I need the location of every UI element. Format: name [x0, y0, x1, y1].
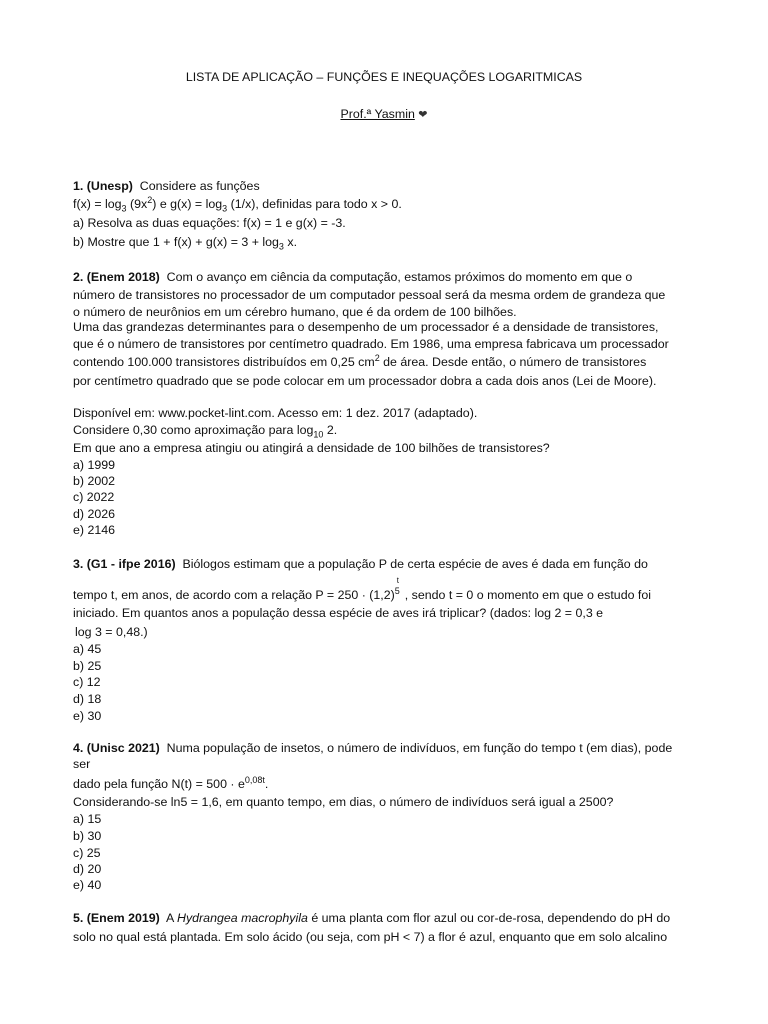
question-2-header: 2. (Enem 2018) Com o avanço em ciência da computação, estamos próximos do momento em que o: [73, 270, 633, 284]
question-5-line: solo no qual está plantada. Em solo ácido (ou seja, com pH < 7) a flor é azul, enquanto que em solo alcalino: [73, 930, 668, 944]
question-number: 4. (Unisc 2021): [73, 741, 160, 755]
option-c: c) 12: [73, 675, 101, 689]
question-2-prompt: Em que ano a empresa atingiu ou atingirá a densidade de 100 bilhões de transistores?: [73, 441, 550, 455]
question-3-line: log 3 = 0,48.): [75, 625, 148, 639]
question-3-line: iniciado. Em quantos anos a população dessa espécie de aves irá triplicar? (dados: log 2 = 0,3 e: [73, 606, 604, 620]
option-a: a) 1999: [73, 458, 116, 472]
option-e: e) 2146: [73, 523, 116, 537]
option-c: c) 2022: [73, 490, 115, 504]
option-b: b) 25: [73, 659, 102, 673]
question-4-line: ser: [73, 757, 91, 771]
question-4-header: 4. (Unisc 2021) Numa população de insetos, o número de indivíduos, em função do tempo t (em dias), pode: [73, 741, 673, 755]
question-2-text-line: Uma das grandezas determinantes para o desempenho de um processador é a densidade de transistores,: [73, 320, 659, 334]
question-2-text-line: por centímetro quadrado que se pode colocar em um processador dobra a cada dois anos (Lei de Moore).: [73, 374, 657, 388]
question-number: 1. (Unesp): [73, 179, 133, 193]
question-intro: Considere as funções: [139, 179, 260, 193]
question-4-line: Considerando-se ln5 = 1,6, em quanto tempo, em dias, o número de indivíduos será igual a 2500?: [73, 795, 614, 809]
question-number: 3. (G1 - ifpe 2016): [73, 557, 176, 571]
author-name: Prof.ª Yasmin: [340, 107, 415, 121]
question-2-text-line: o número de neurônios em um cérebro humano, que é da ordem de 100 bilhões.: [73, 305, 517, 319]
question-1-definition: $f(x) = \log_3 (9x^2)$ e $g(x) = \log_3 (1/x)$, definidas para todo x > 0.: [73, 194, 402, 214]
option-b: b) 30: [73, 829, 102, 843]
exponent-fraction: t $^5$: [394, 576, 400, 596]
question-1-header: [73, 179, 260, 194]
author-line: [0, 107, 768, 122]
option-e: e) 40: [73, 878, 102, 892]
question-4-line: dado pela função $N(t) = 500 \cdot e^{0,08t}$.: [73, 774, 269, 791]
question-2-text-line: contendo 100.000 transistores distribuídos em 0,25 $cm^2$ de área. Desde então, o número de transistores: [73, 352, 647, 369]
option-c: c) 25: [73, 846, 101, 860]
question-number: 2. (Enem 2018): [73, 270, 160, 284]
question-3-header: 3. (G1 - ifpe 2016) Biólogos estimam que a população P de certa espécie de aves é dada em função do: [73, 557, 648, 571]
question-5-header: 5. (Enem 2019) A Hydrangea macrophyila é uma planta com flor azul ou cor-de-rosa, dependendo do pH do: [73, 911, 671, 925]
question-2-consider: Considere 0,30 como aproximação para $\log_{10} 2$.: [73, 423, 338, 440]
option-d: d) 18: [73, 692, 102, 706]
option-d: d) 2026: [73, 507, 116, 521]
question-1-item-b: b) Mostre que $1 + f(x) + g(x) = 3 + \log_3 x$.: [73, 235, 298, 252]
question-1-item-a: a) Resolva as duas equações: f(x) = 1 e g(x) = -3.: [73, 216, 346, 230]
heart-icon: ❤: [418, 109, 428, 121]
option-d: d) 20: [73, 862, 102, 876]
option-a: a) 45: [73, 642, 102, 656]
question-2-text-line: número de transistores no processador de um computador pessoal será da mesma ordem de grandeza que: [73, 288, 666, 302]
question-2-source: Disponível em: www.pocket-lint.com. Acesso em: 1 dez. 2017 (adaptado).: [73, 406, 478, 420]
question-2-text-line: que é o número de transistores por centímetro quadrado. Em 1986, uma empresa fabricava um processador: [73, 337, 669, 351]
question-3-line: tempo t, em anos, de acordo com a relação P = 250 · (1,2) t $^5$ , sendo t = 0 o momento em que o estudo foi: [73, 576, 652, 602]
option-e: e) 30: [73, 709, 102, 723]
document-title: LISTA DE APLICAÇÃO – FUNÇÕES E INEQUAÇÕES LOGARITMICAS: [185, 70, 583, 84]
question-number: 5. (Enem 2019): [73, 911, 160, 925]
option-b: b) 2002: [73, 474, 116, 488]
option-a: a) 15: [73, 812, 102, 826]
